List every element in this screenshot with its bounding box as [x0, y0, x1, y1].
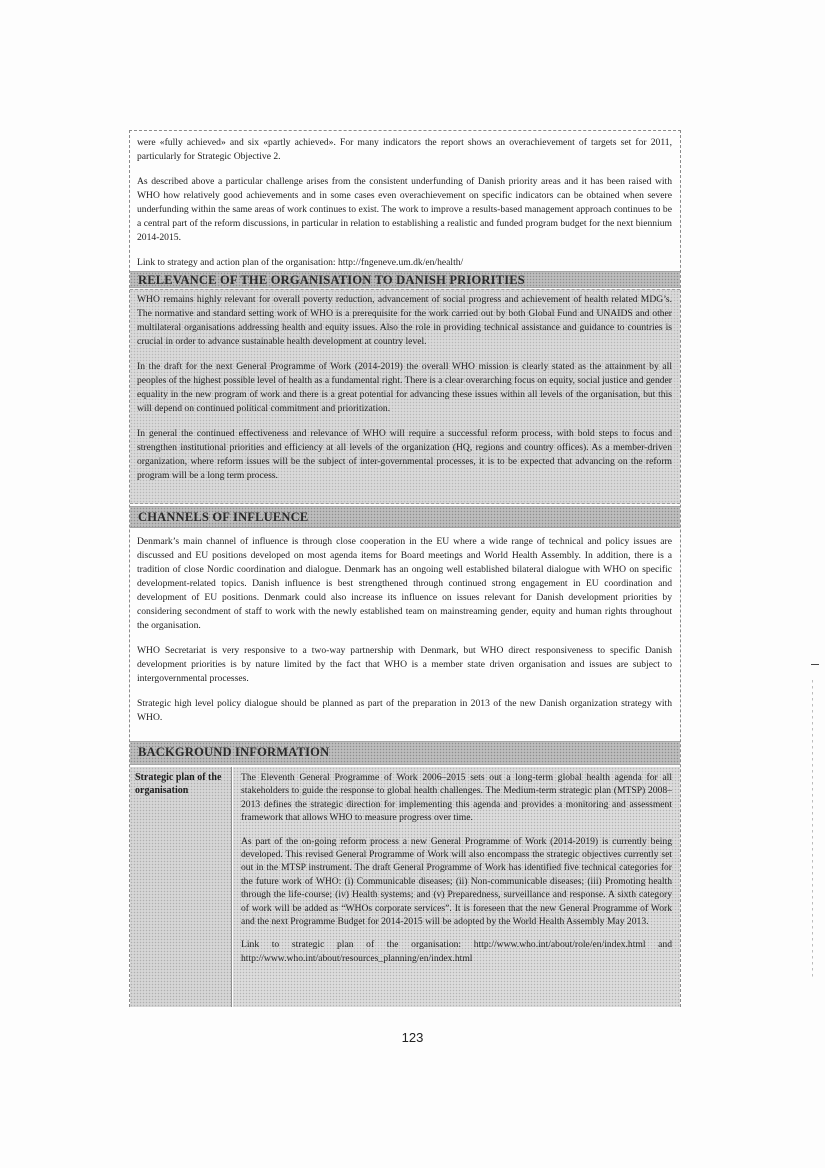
intro-section — [130, 132, 680, 270]
relevance-paragraph-1: WHO remains highly relevant for overall poverty reduction, advancement of social progress and achievement of health related MDG’s. The normative and standard setting work of WHO is a prerequisite for the work carried out by both Global Fund and UNAIDS and other multilateral organisations addressing health and equity issues. Also the role in providing technical assistance and guidance to countries is crucial in order to advance sustainable health development at country level. — [137, 294, 672, 347]
channels-heading: CHANNELS OF INFLUENCE — [130, 506, 680, 528]
channels-paragraph-2: WHO Secretariat is very responsive to a two-way partnership with Denmark, but WHO direct responsiveness to specific Danish development priorities is by nature limited by the fact that WHO is a member state driven organisation and issues are subject to intergovernmental processes. — [137, 645, 672, 684]
relevance-section — [130, 289, 680, 504]
edge-mark — [811, 664, 819, 665]
relevance-paragraph-3: In general the continued effectiveness and relevance of WHO will require a successful reform process, with bold steps to focus and strengthen institutional priorities and efficiency at all levels of the organization (HQ, regions and country offices). As a member-driven organization, where reform issues will be the subject of inter-governmental processes, it is to be expected that advancing on the reform program will be a long term process. — [137, 428, 672, 481]
channels-paragraph-1: Denmark’s main channel of influence is through close cooperation in the EU where a wide range of technical and policy issues are discussed and EU positions developed on most agenda items for Board meetings and World Health Assembly. In addition, there is a tradition of close Nordic coordination and dialogue. Denmark has an ongoing well established bilateral dialogue with WHO on specific development-related topics. Danish influence is best strengthened through continued strong engagement in EU coordination and development of EU positions. Denmark could also increase its influence on issues relevant for Danish development priorities by considering secondment of staff to work with the newly established team on mainstreaming gender, equity and human rights throughout the organisation. — [137, 536, 672, 631]
strategy-link-text: Link to strategy and action plan of the organisation: http://fngeneve.um.dk/en/health/ — [137, 257, 464, 268]
relevance-paragraph-2: In the draft for the next General Programme of Work (2014-2019) the overall WHO mission is clearly stated as the attainment by all peoples of the highest possible level of health as a fundamental right. There is a clear overarching focus on equity, social justice and gender equality in the new program of work and there is a great potential for advancing these issues within all levels of the organisation, but this will depend on continued political commitment and prioritization. — [137, 361, 672, 414]
page-number: 123 — [401, 1030, 424, 1045]
background-heading: BACKGROUND INFORMATION — [130, 741, 680, 765]
strategic-plan-link-text: Link to strategic plan of the organisation: http://www.who.int/about/role/en/index.html and http://www.who.int/about/resources_planning/en/index.html — [241, 939, 672, 964]
intro-paragraph-2: As described above a particular challenge arises from the consistent underfunding of Danish priority areas and it has been raised with WHO how relatively good achievements and in some cases even overachievement on specific indicators can be obtained when severe underfunding within the same areas of work continues to exist. The work to improve a results-based management approach continues to be a central part of the reform discussions, in particular in relation to establishing a realistic and funded program budget for the next biennium 2014-2015. — [137, 176, 672, 243]
relevance-heading: RELEVANCE OF THE ORGANISATION TO DANISH PRIORITIES — [130, 271, 680, 288]
background-paragraph-1: The Eleventh General Programme of Work 2006–2015 sets out a long-term global health agenda for all stakeholders to guide the response to global health challenges. The Medium-term strategic plan (MTSP) 2008–2013 defines the strategic direction for implementing this agenda and provides a monitoring and assessment framework that allows WHO to measure progress over time. — [241, 772, 672, 824]
channels-section — [130, 531, 680, 736]
strategic-plan-cell — [233, 767, 680, 1007]
background-paragraph-2: As part of the on-going reform process a new General Programme of Work (2014-2019) is currently being developed. This revised General Programme of Work will also encompass the strategic objectives currently set out in the MTSP instrument. The draft General Programme of Work has identified five technical categories for the future work of WHO: (i) Communicable diseases; (ii) Non-communicable diseases; (iii) Promoting health through the life-course; (iv) Health systems; and (v) Preparedness, surveillance and response. A sixth category of work will be added as “WHOs corporate services”. It is foreseen that the new General Programme of Work and the next Programme Budget for 2014-2015 will be adopted by the World Health Assembly May 2013. — [241, 835, 672, 928]
channels-paragraph-3: Strategic high level policy dialogue should be planned as part of the preparation in 2013 of the new Danish organization strategy with WHO. — [137, 698, 672, 723]
strategic-plan-label: Strategic plan of the organisation — [130, 767, 232, 1007]
intro-paragraph-1: were «fully achieved» and six «partly achieved». For many indicators the report shows an overachievement of targets set for 2011, particularly for Strategic Objective 2. — [137, 137, 672, 162]
scan-edge-dots — [812, 680, 813, 980]
